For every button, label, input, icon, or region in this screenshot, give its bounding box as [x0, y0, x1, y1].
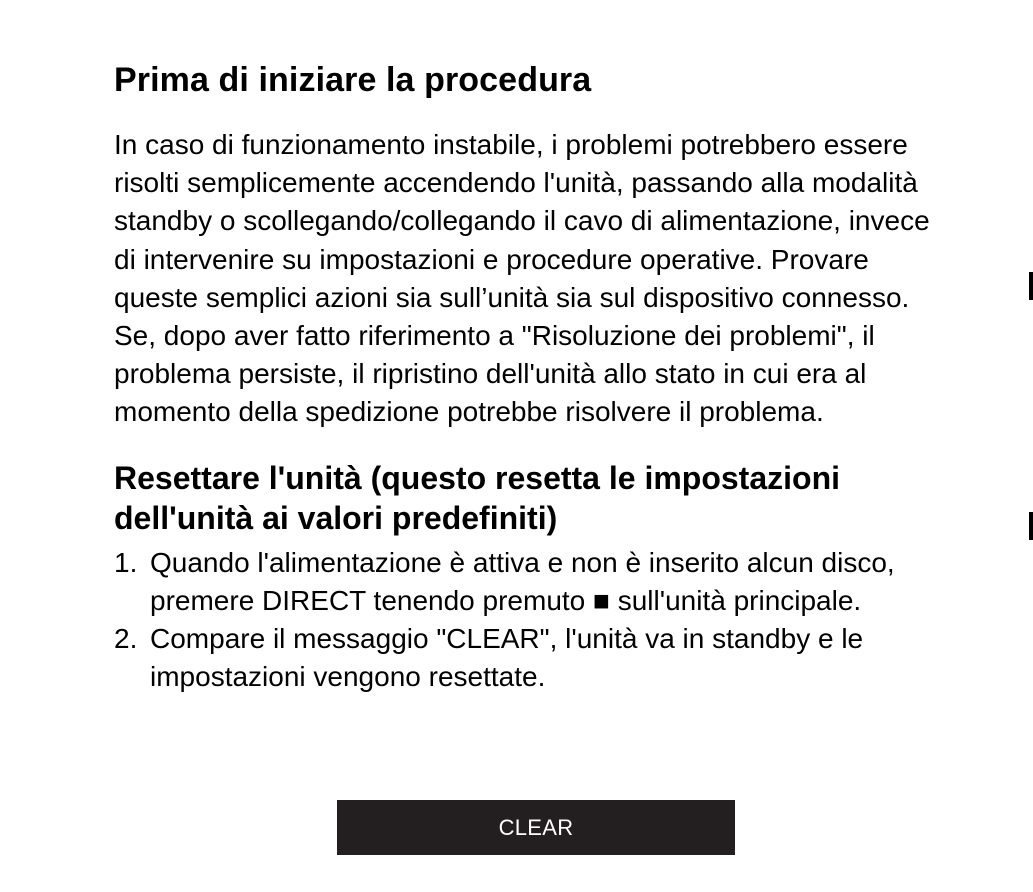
- front-display-illustration: [337, 800, 735, 855]
- section-title-before-starting: Prima di iniziare la procedura: [114, 61, 592, 99]
- manual-page: [114, 58, 964, 696]
- list-item: [114, 620, 959, 696]
- display-text: CLEAR: [498, 815, 574, 840]
- page-edge-mark: [1029, 272, 1033, 300]
- step-text: Compare il messaggio "CLEAR", l'unità va in standby e le impostazioni vengono resettate.: [150, 623, 864, 693]
- section-title-reset-unit: Resettare l'unità (questo resetta le impostazioni dell'unità ai valori predefiniti): [114, 459, 840, 536]
- list-item: [114, 544, 959, 620]
- step-number: 2.: [114, 623, 138, 655]
- intro-paragraph: In caso di funzionamento instabile, i problemi potrebbero essere risolti semplicemente accendendo l'unità, passando alla modalità standby o scollegando/collegando il cavo di alimentazione, invece di intervenire su impostazioni e procedure operative. Provare queste semplici azioni sia sull’unità sia sul dispositivo connesso. Se, dopo aver fatto riferimento a "Risoluzione dei problemi", il problema persiste, il ripristino dell'unità allo stato in cui era al momento della spedizione potrebbe risolvere il problema.: [114, 129, 930, 428]
- page-edge-mark: [1029, 512, 1033, 540]
- step-number: 1.: [114, 546, 138, 578]
- reset-steps-list: [114, 544, 959, 697]
- step-text: Quando l'alimentazione è attiva e non è inserito alcun disco, premere DIRECT tenendo premuto ■ sull'unità principale.: [150, 546, 895, 616]
